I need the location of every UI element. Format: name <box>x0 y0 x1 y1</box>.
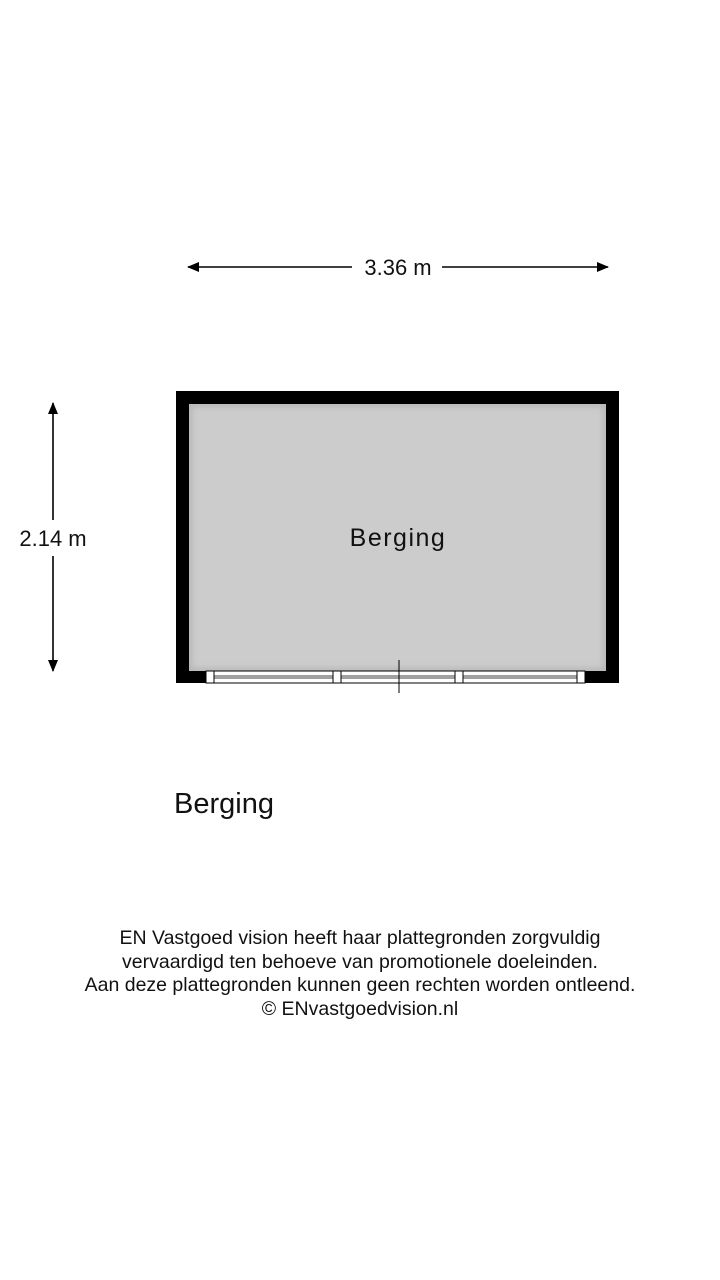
door-post-left <box>206 671 214 683</box>
disclaimer-line: © ENvastgoedvision.nl <box>261 997 459 1020</box>
height-dimension <box>19 403 86 671</box>
door-frame-outline <box>206 671 585 683</box>
room-berging <box>176 391 619 693</box>
height-dimension-label: 2.14 m <box>19 526 87 551</box>
door-post-mid-left <box>333 671 341 683</box>
door-post-right <box>577 671 585 683</box>
disclaimer-line: vervaardigd ten behoeve van promotionele doeleinden. <box>122 950 598 973</box>
disclaimer-line: EN Vastgoed vision heeft haar plattegronden zorgvuldig <box>119 927 601 949</box>
disclaimer-line: Aan deze plattegronden kunnen geen rechten worden ontleend. <box>84 974 636 996</box>
door-post-mid-right <box>455 671 463 683</box>
width-dimension <box>188 255 608 280</box>
floor-title: Berging <box>174 788 274 820</box>
width-dimension-label: 3.36 m <box>364 255 432 280</box>
disclaimer <box>0 927 720 1021</box>
room-label: Berging <box>349 524 447 552</box>
